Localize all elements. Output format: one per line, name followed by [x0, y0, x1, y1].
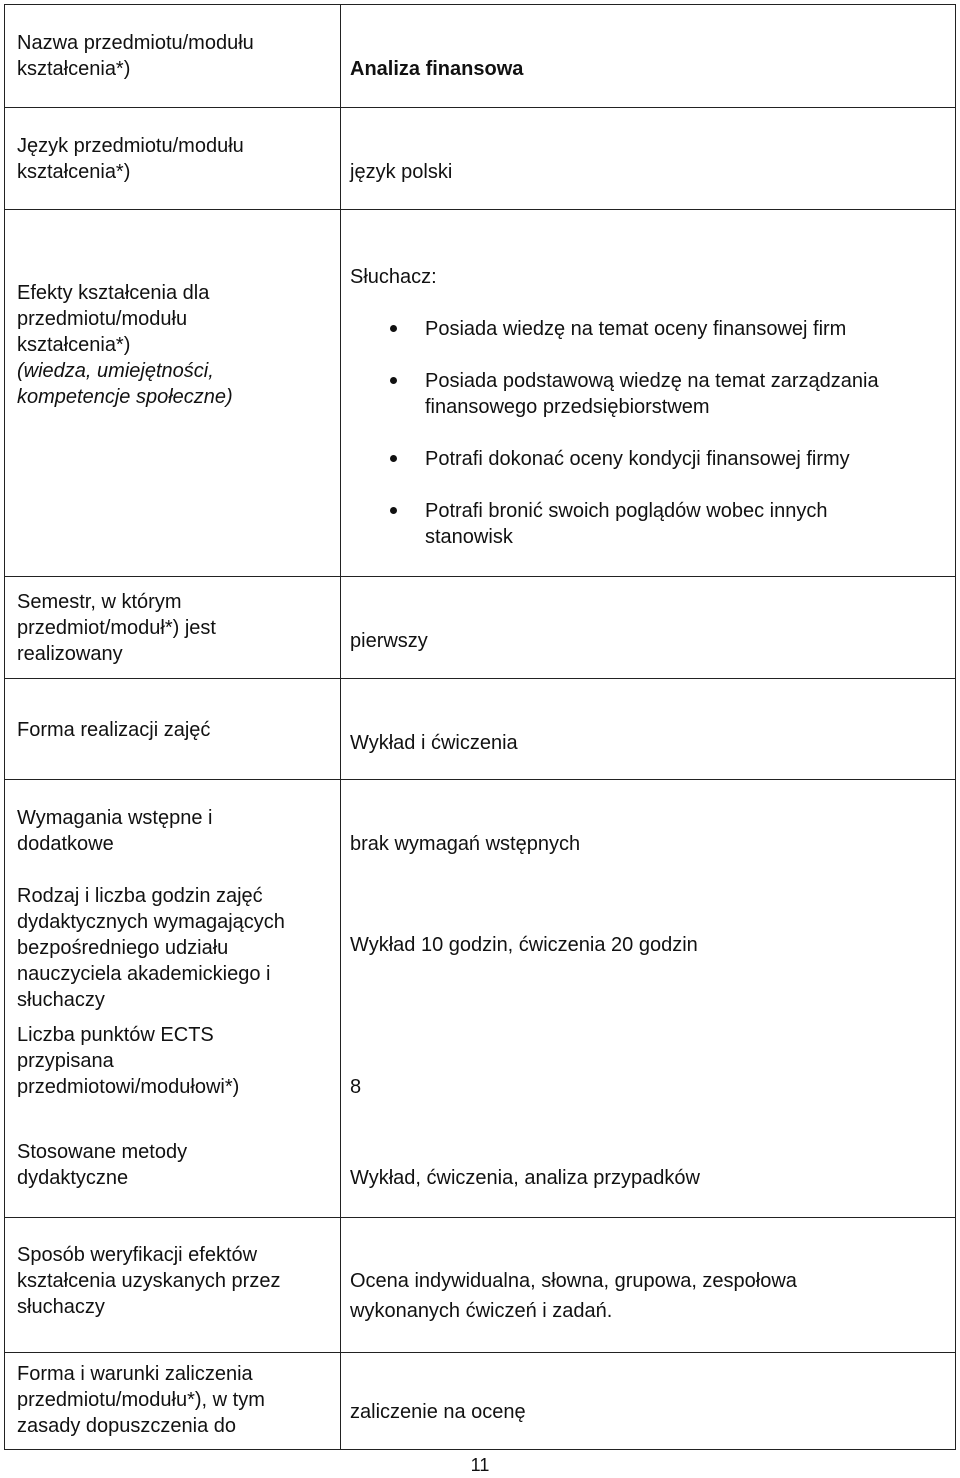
list-item [350, 368, 940, 420]
table-row-teaching-methods [5, 1119, 955, 1217]
column-divider [340, 780, 341, 881]
course-name-value: Analiza finansowa [350, 58, 524, 80]
table-row-prerequisites [5, 779, 955, 881]
outcomes-heading: Słuchacz: [350, 266, 437, 288]
column-divider [340, 210, 341, 576]
list-item [350, 316, 940, 342]
row-label: Efekty kształcenia dla przedmiotu/modułu kształcenia*) [17, 282, 210, 356]
teaching-methods-value: Wykład, ćwiczenia, analiza przypadków [350, 1167, 700, 1189]
ects-value: 8 [350, 1076, 362, 1098]
row-label: Sposób weryfikacji efektów kształcenia uzyskanych przez słuchaczy [17, 1244, 281, 1318]
list-item [350, 446, 940, 472]
course-description-table [4, 4, 956, 1450]
table-row-verification [5, 1217, 955, 1352]
list-item [350, 498, 940, 550]
outcomes-list [350, 316, 940, 576]
table-row-learning-outcomes [5, 209, 955, 576]
row-label-subtitle: (wiedza, umiejętności, kompetencje społeczne) [17, 360, 233, 408]
table-row-class-form [5, 678, 955, 779]
row-label: Stosowane metody dydaktyczne [17, 1141, 188, 1189]
semester-value: pierwszy [350, 630, 428, 652]
column-divider [340, 1017, 341, 1119]
row-label: Forma i warunki zaliczenia przedmiotu/modułu*), w tym zasady dopuszczenia do [17, 1363, 265, 1437]
bullet-icon [390, 377, 397, 384]
row-label: Semestr, w którym przedmiot/moduł*) jest realizowany [17, 591, 216, 665]
list-item-text: Posiada wiedzę na temat oceny finansowej firm [425, 318, 847, 340]
bullet-icon [390, 507, 397, 514]
column-divider [340, 5, 341, 107]
hours-value: Wykład 10 godzin, ćwiczenia 20 godzin [350, 934, 698, 956]
table-row-ects [5, 1017, 955, 1119]
class-form-value: Wykład i ćwiczenia [350, 732, 518, 754]
table-row-completion [5, 1352, 955, 1449]
row-label: Rodzaj i liczba godzin zajęć dydaktycznych wymagających bezpośredniego udziału nauczyciela akademickiego i słuchaczy [17, 885, 285, 1011]
list-item-text: Potrafi dokonać oceny kondycji finansowej firmy [425, 448, 850, 470]
table-row-hours [5, 881, 955, 1017]
table-row-semester [5, 576, 955, 678]
completion-value: zaliczenie na ocenę [350, 1401, 526, 1423]
column-divider [340, 577, 341, 678]
row-label: Wymagania wstępne i dodatkowe [17, 807, 213, 855]
prerequisites-value: brak wymagań wstępnych [350, 833, 581, 855]
bullet-icon [390, 325, 397, 332]
row-label: Liczba punktów ECTS przypisana przedmiotowi/modułowi*) [17, 1024, 240, 1098]
row-label: Język przedmiotu/modułu kształcenia*) [17, 135, 244, 183]
list-item-text: Posiada podstawową wiedzę na temat zarządzania finansowego przedsiębiorstwem [425, 370, 879, 418]
column-divider [340, 1218, 341, 1352]
row-label: Nazwa przedmiotu/modułu kształcenia*) [17, 32, 254, 80]
table-row-language [5, 107, 955, 209]
language-value: język polski [350, 161, 453, 183]
column-divider [340, 108, 341, 209]
bullet-icon [390, 455, 397, 462]
row-label: Forma realizacji zajęć [17, 719, 211, 741]
table-row-course-name [5, 5, 955, 107]
column-divider [340, 1119, 341, 1217]
column-divider [340, 881, 341, 1017]
list-item-text: Potrafi bronić swoich poglądów wobec innych stanowisk [425, 500, 828, 548]
verification-value: Ocena indywidualna, słowna, grupowa, zespołowa wykonanych ćwiczeń i zadań. [350, 1270, 797, 1322]
column-divider [340, 679, 341, 779]
column-divider [340, 1353, 341, 1449]
page-number: 11 [470, 1455, 490, 1475]
